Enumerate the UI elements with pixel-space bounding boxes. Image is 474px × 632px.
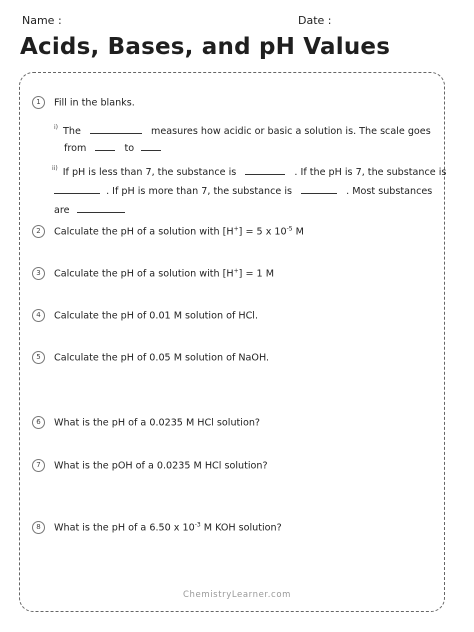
question-1 xyxy=(32,96,135,109)
question-8 xyxy=(32,521,282,534)
question-number-1: 1 xyxy=(32,96,45,109)
text-segment: M KOH solution? xyxy=(200,522,282,534)
blank-ii-line-3 xyxy=(54,203,129,216)
blank-i-line-1 xyxy=(54,124,431,137)
text-segment: measures how acidic or basic a solution is. The scale goes xyxy=(150,126,431,137)
text-segment: ] = 1 M xyxy=(238,268,274,280)
question-number-3: 3 xyxy=(32,267,45,280)
roman-i: i) xyxy=(54,124,59,131)
text-segment: What is the pH of a 6.50 x 10 xyxy=(54,522,195,534)
text-segment: The xyxy=(63,126,81,137)
blank-i-line-2 xyxy=(64,141,165,154)
question-4 xyxy=(32,309,258,322)
question-6-text: What is the pH of a 0.0235 M HCl solution? xyxy=(54,417,260,429)
worksheet-title: Acids, Bases, and pH Values xyxy=(20,34,391,60)
text-segment: . Most substances xyxy=(346,186,433,197)
date-label: Date : xyxy=(298,14,332,27)
question-number-5: 5 xyxy=(32,351,45,364)
superscript: + xyxy=(233,267,239,275)
question-7-text: What is the pOH of a 0.0235 M HCl solution? xyxy=(54,460,268,472)
blank-5[interactable] xyxy=(54,184,100,194)
blank-7[interactable] xyxy=(77,203,125,213)
superscript: -5 xyxy=(286,225,293,233)
question-5-text: Calculate the pH of 0.05 M solution of NaOH. xyxy=(54,352,270,364)
text-segment: . If the pH is 7, the substance is xyxy=(294,167,447,178)
name-label: Name : xyxy=(22,14,62,27)
blank-2[interactable] xyxy=(95,141,115,151)
question-4-text: Calculate the pH of 0.01 M solution of HCl. xyxy=(54,310,259,322)
text-segment: . If pH is more than 7, the substance is xyxy=(106,186,293,197)
blank-ii-line-2 xyxy=(54,184,432,197)
question-5 xyxy=(32,351,269,364)
question-number-2: 2 xyxy=(32,225,45,238)
text-segment: If pH is less than 7, the substance is xyxy=(62,167,237,178)
text-segment: Calculate the pH of a solution with [H xyxy=(54,226,234,238)
footer-credit: ChemistryLearner.com xyxy=(182,590,292,600)
blank-3[interactable] xyxy=(141,141,161,151)
blank-1[interactable] xyxy=(90,124,142,134)
question-3 xyxy=(32,267,274,280)
superscript: + xyxy=(233,225,239,233)
text-segment: Calculate the pH of a solution with [H xyxy=(54,268,234,280)
superscript: -3 xyxy=(194,521,201,529)
question-number-7: 7 xyxy=(32,459,45,472)
blank-6[interactable] xyxy=(301,184,337,194)
question-number-8: 8 xyxy=(32,521,45,534)
question-number-6: 6 xyxy=(32,416,45,429)
text-segment: M xyxy=(292,226,304,238)
text-segment: from xyxy=(64,143,87,154)
text-segment: are xyxy=(54,205,70,216)
blank-4[interactable] xyxy=(245,165,285,175)
text-segment: ] = 5 x 10 xyxy=(238,226,287,238)
question-number-4: 4 xyxy=(32,309,45,322)
question-7 xyxy=(32,459,268,472)
question-1-text: Fill in the blanks. xyxy=(54,97,135,109)
question-6 xyxy=(32,416,260,429)
roman-ii: ii) xyxy=(52,165,58,172)
question-2 xyxy=(32,225,304,238)
blank-ii-line-1 xyxy=(52,165,446,178)
text-segment: to xyxy=(124,143,135,154)
